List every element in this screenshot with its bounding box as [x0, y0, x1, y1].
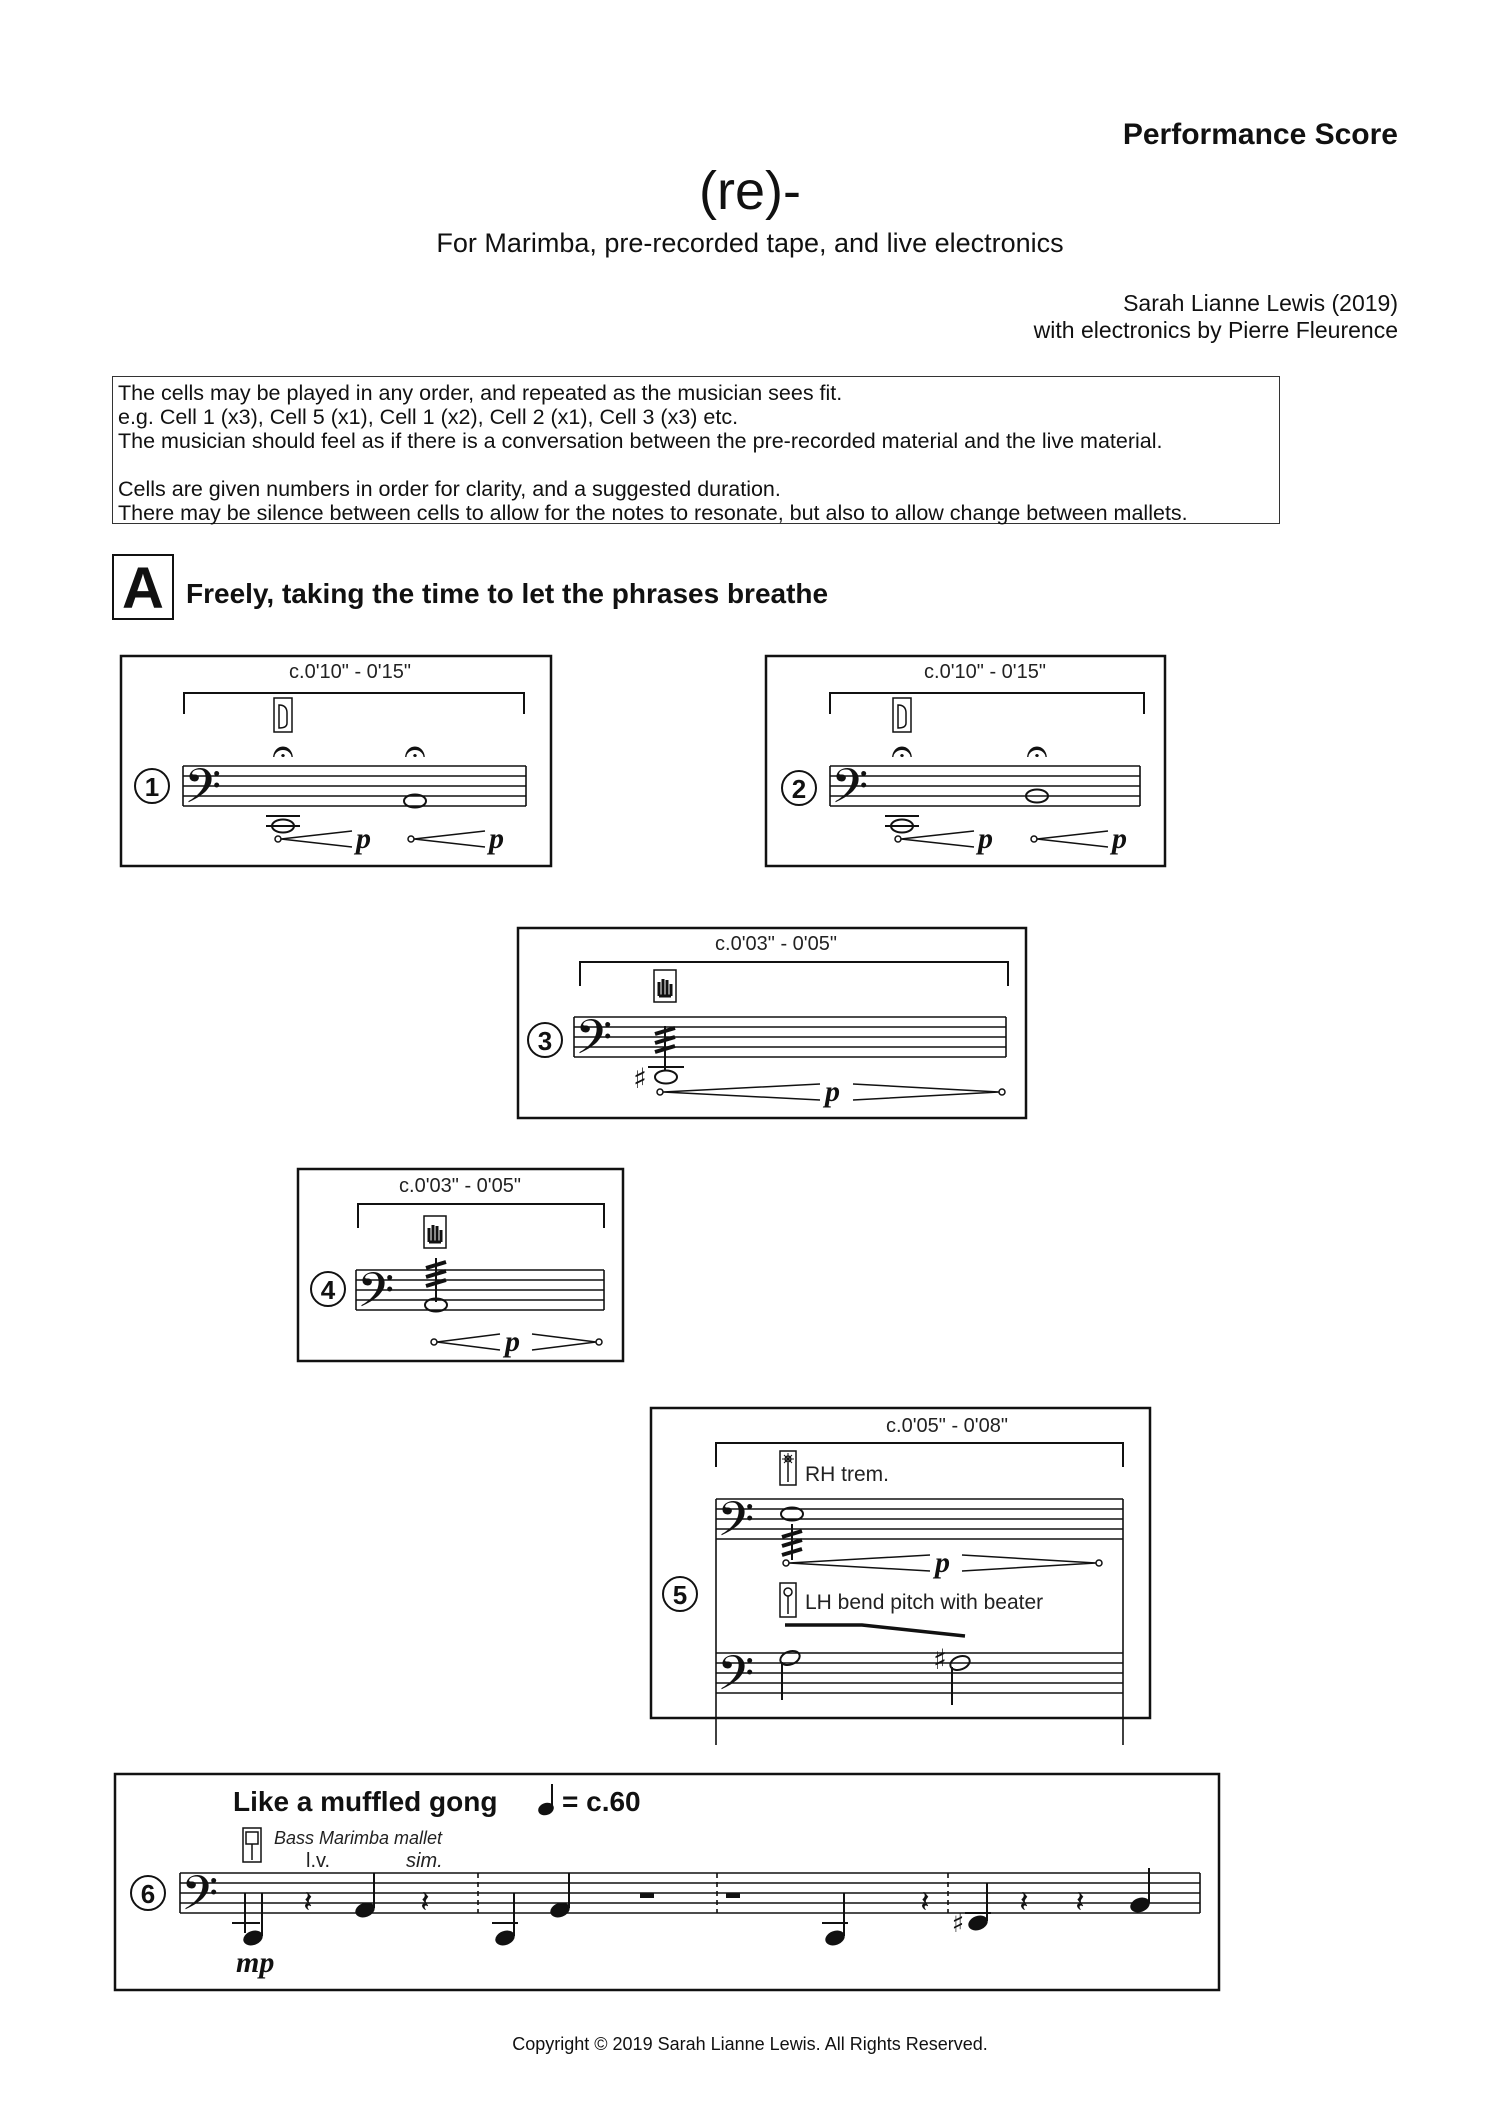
fermata: 𝄐	[1026, 729, 1048, 773]
cell-duration: c.0'03" - 0'05"	[715, 933, 837, 955]
mallet-instruction: Bass Marimba mallet	[274, 1828, 443, 1848]
crescendo-hairpin	[657, 1084, 820, 1100]
simile-marking: sim.	[406, 1850, 443, 1872]
quarter-rest: 𝄽	[420, 1885, 430, 1920]
cell-4	[298, 1169, 623, 1361]
bass-clef: 𝄢	[831, 758, 869, 826]
quarter-note	[492, 1893, 518, 1947]
staff	[180, 1873, 1200, 1913]
duration-bracket	[184, 693, 524, 714]
decrescendo-hairpin	[532, 1334, 602, 1350]
duration-bracket	[830, 693, 1144, 714]
lower-staff	[716, 1653, 1123, 1693]
dynamic-marking: p	[489, 822, 504, 855]
dynamic-marking: p	[935, 1546, 950, 1579]
piece-subtitle: For Marimba, pre-recorded tape, and live electronics	[436, 228, 1064, 258]
bass-clef: 𝄢	[717, 1645, 755, 1713]
quarter-rest: 𝄽	[1075, 1885, 1085, 1920]
quarter-note	[232, 1893, 264, 1947]
sun-mallet-icon	[780, 1451, 796, 1485]
sharp-accidental: ♯	[933, 1643, 947, 1676]
quarter-rest: 𝄽	[303, 1885, 313, 1920]
dynamic-marking: p	[1112, 822, 1127, 855]
dynamic-marking: mp	[236, 1946, 275, 1979]
cell-1	[121, 656, 551, 866]
fermata: 𝄐	[272, 729, 294, 773]
fermata: 𝄐	[891, 729, 913, 773]
copyright-notice: Copyright © 2019 Sarah Lianne Lewis. All Rights Reserved.	[512, 2034, 988, 2054]
cell-number: 1	[144, 772, 160, 802]
bass-clef: 𝄢	[575, 1009, 613, 1077]
technique-text: LH bend pitch with beater	[805, 1591, 1044, 1614]
sharp-accidental: ♯	[633, 1062, 647, 1095]
duration-bracket	[580, 962, 1008, 986]
cell-number: 6	[140, 1879, 156, 1909]
cell-number: 4	[320, 1275, 336, 1305]
pitch-bend-line	[785, 1625, 965, 1636]
quarter-note	[965, 1883, 991, 1932]
quarter-note-icon	[538, 1784, 555, 1816]
bass-clef: 𝄢	[181, 1865, 219, 1933]
decrescendo-hairpin	[853, 1084, 1005, 1100]
score-type-label: Performance Score	[1122, 118, 1398, 151]
cell-frame	[766, 656, 1165, 866]
quarter-note	[1129, 1868, 1150, 1914]
sharp-accidental: ♯	[951, 1909, 965, 1939]
half-note	[948, 1653, 971, 1705]
electronics-credit-line: with electronics by Pierre Fleurence	[1033, 317, 1398, 343]
quarter-note	[354, 1873, 375, 1919]
bass-clef: 𝄢	[717, 1491, 755, 1559]
cell-frame	[298, 1169, 623, 1361]
soft-mallet-icon	[893, 698, 911, 732]
soft-mallet-icon	[274, 698, 292, 732]
decrescendo-hairpin	[962, 1555, 1102, 1571]
instruction-line: The cells may be played in any order, and repeated as the musician sees fit.	[118, 381, 843, 405]
crescendo-hairpin	[275, 831, 352, 847]
dynamic-marking: p	[825, 1075, 840, 1108]
quarter-rest: 𝄽	[1019, 1885, 1029, 1920]
cell-duration: c.0'10" - 0'15"	[289, 661, 411, 683]
instruction-line: There may be silence between cells to allow for the notes to resonate, but also to allow change between mallets.	[118, 501, 1188, 525]
staff	[574, 1017, 1006, 1057]
hand-icon	[424, 1216, 446, 1248]
instruction-line: Cells are given numbers in order for clarity, and a suggested duration.	[118, 477, 781, 501]
half-rest	[726, 1893, 740, 1898]
crescendo-hairpin	[783, 1555, 930, 1571]
fermata: 𝄐	[404, 729, 426, 773]
cell-2	[766, 656, 1165, 866]
hard-mallet-icon	[780, 1583, 796, 1617]
dynamic-marking: p	[356, 822, 371, 855]
dynamic-marking: p	[978, 822, 993, 855]
upper-staff	[716, 1499, 1123, 1745]
quarter-rest: 𝄽	[920, 1885, 930, 1920]
cell-3	[518, 928, 1026, 1118]
tremolo-stem	[655, 1026, 675, 1070]
cell-duration: c.0'10" - 0'15"	[924, 661, 1046, 683]
bass-clef: 𝄢	[357, 1262, 395, 1330]
cell-5	[651, 1408, 1150, 1745]
whole-note	[885, 816, 919, 833]
crescendo-hairpin	[431, 1334, 500, 1350]
section-tempo-marking: Freely, taking the time to let the phrases breathe	[186, 578, 829, 609]
crescendo-hairpin	[895, 831, 974, 847]
duration-bracket	[358, 1204, 604, 1228]
half-rest	[640, 1893, 654, 1898]
staff	[830, 766, 1140, 806]
quarter-note	[822, 1893, 848, 1947]
cell-6	[115, 1774, 1219, 1990]
dynamic-marking: p	[505, 1325, 520, 1358]
rehearsal-mark: A	[112, 554, 174, 620]
tempo-value: = c.60	[562, 1786, 641, 1817]
quarter-note	[549, 1873, 570, 1919]
whole-note	[266, 816, 300, 833]
cell-number: 5	[672, 1580, 688, 1610]
let-vibrate-marking: l.v.	[306, 1850, 331, 1872]
cell-number: 3	[537, 1026, 553, 1056]
cell-tempo-marking: Like a muffled gong	[233, 1786, 498, 1817]
bass-clef: 𝄢	[184, 758, 222, 826]
instruction-line: The musician should feel as if there is a conversation between the pre-recorded material and the live material.	[118, 429, 1163, 453]
cell-duration: c.0'03" - 0'05"	[399, 1175, 521, 1197]
composer-line: Sarah Lianne Lewis (2019)	[1123, 290, 1398, 316]
cell-duration: c.0'05" - 0'08"	[886, 1415, 1008, 1437]
technique-text: RH trem.	[805, 1463, 889, 1486]
instruction-line: e.g. Cell 1 (x3), Cell 5 (x1), Cell 1 (x2), Cell 2 (x1), Cell 3 (x3) etc.	[118, 405, 739, 429]
bass-mallet-icon	[243, 1828, 261, 1862]
cell-number: 2	[791, 774, 807, 804]
hand-icon	[654, 970, 676, 1002]
staff	[183, 766, 526, 806]
duration-bracket	[716, 1443, 1123, 1467]
crescendo-hairpin	[1031, 831, 1108, 847]
crescendo-hairpin	[408, 831, 485, 847]
piece-title: (re)-	[699, 161, 801, 221]
